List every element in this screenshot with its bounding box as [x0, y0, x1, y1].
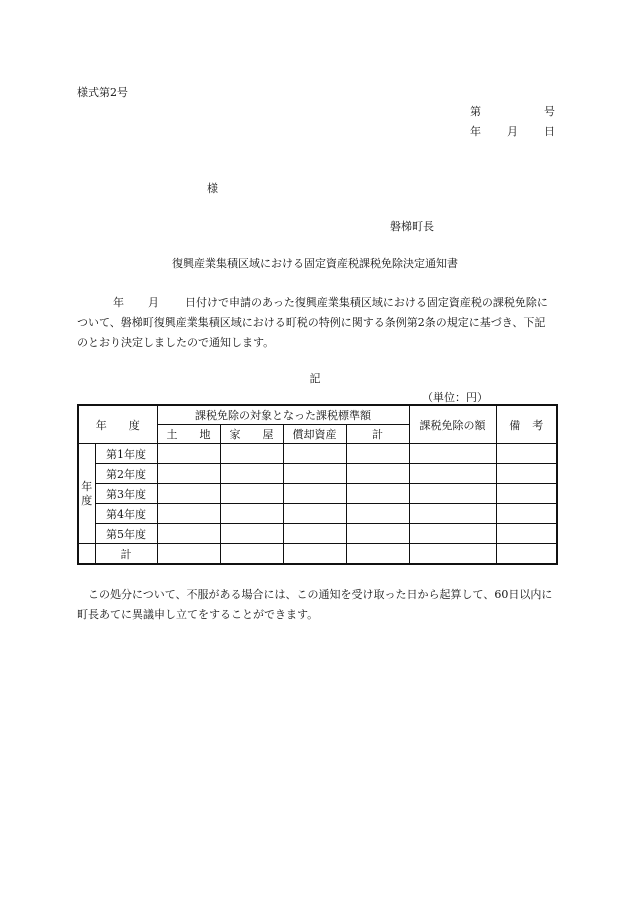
body-year-label: 年: [113, 296, 124, 309]
table-cell: [496, 504, 557, 524]
table-cell: [220, 524, 283, 544]
table-cell: [220, 484, 283, 504]
form-number: 様式第2号: [77, 86, 128, 99]
table-cell: [496, 544, 557, 565]
table-cell: [220, 544, 283, 565]
row-label: 第2年度: [95, 464, 157, 484]
building-header: 家 屋: [220, 425, 283, 444]
basis-header: 課税免除の対象となった課税標準額: [157, 405, 409, 425]
table-cell: [157, 524, 220, 544]
row-label: 第5年度: [95, 524, 157, 544]
basis-total-header: 計: [346, 425, 409, 444]
table-cell: [346, 524, 409, 544]
row-label: 第1年度: [95, 444, 157, 464]
table-cell: [283, 484, 346, 504]
document-date-line: [470, 123, 555, 139]
table-cell: [409, 444, 496, 464]
table-cell: [283, 504, 346, 524]
table-cell: [346, 464, 409, 484]
table-cell: [157, 484, 220, 504]
table-row: [78, 464, 557, 484]
table-row: [78, 484, 557, 504]
body-text: 日付けで申請のあった復興産業集積区域における固定資産税の課税免除について、磐梯町復興産業集積区域における町税の特例に関する条例第2条の規定に基づき、下記のとおり決定しましたので通知します。: [77, 296, 548, 349]
table-cell: [409, 464, 496, 484]
table-cell: [283, 544, 346, 565]
exemption-header: 課税免除の額: [409, 405, 496, 444]
table-cell: [220, 464, 283, 484]
number-prefix: 第: [470, 105, 481, 118]
table-cell: [78, 544, 95, 565]
table-cell: [496, 524, 557, 544]
date-year: 年: [470, 125, 481, 138]
document-title: 復興産業集積区域における固定資産税課税免除決定通知書: [172, 257, 458, 270]
table-row: [78, 444, 557, 464]
table-cell: [220, 444, 283, 464]
depreciable-assets-header: 償却資産: [283, 425, 346, 444]
year-group-label: 年 度: [78, 444, 95, 544]
table-cell: [346, 444, 409, 464]
table-row: [78, 524, 557, 544]
table-cell: [409, 504, 496, 524]
table-cell: [157, 504, 220, 524]
recipient-honorific: 様: [207, 182, 218, 195]
closing-paragraph: この処分について、不服がある場合には、この通知を受け取った日から起算して、60日以内に町長あてに異議申し立てをすることができます。: [77, 588, 553, 621]
table-cell: [283, 464, 346, 484]
table-cell: [409, 484, 496, 504]
row-label: 第4年度: [95, 504, 157, 524]
table-cell: [346, 484, 409, 504]
table-cell: [346, 504, 409, 524]
table-cell: [496, 484, 557, 504]
table-cell: [496, 444, 557, 464]
ki-heading: 記: [309, 372, 321, 385]
land-header: 土 地: [157, 425, 220, 444]
total-row-label: 計: [95, 544, 157, 565]
table-row: [78, 544, 557, 565]
body-month-label: 月: [148, 296, 159, 309]
unit-label: （単位：円）: [422, 391, 488, 404]
sender-name: 磐梯町長: [390, 220, 434, 233]
year-header: 年 度: [78, 405, 157, 444]
table-cell: [496, 464, 557, 484]
table-cell: [283, 524, 346, 544]
document-number-line: [470, 103, 555, 119]
table-cell: [157, 444, 220, 464]
number-suffix: 号: [544, 105, 555, 118]
remarks-header: 備考: [496, 405, 557, 444]
table-cell: [409, 544, 496, 565]
table-header-row: [78, 405, 557, 425]
table-cell: [157, 464, 220, 484]
table-cell: [283, 444, 346, 464]
row-label: 第3年度: [95, 484, 157, 504]
table-row: [78, 504, 557, 524]
date-month: 月: [507, 125, 518, 138]
date-day: 日: [544, 125, 555, 138]
body-paragraph: [77, 293, 555, 353]
table-cell: [346, 544, 409, 565]
tax-exemption-table: [77, 404, 558, 565]
table-cell: [220, 504, 283, 524]
table-cell: [157, 544, 220, 565]
table-cell: [409, 524, 496, 544]
